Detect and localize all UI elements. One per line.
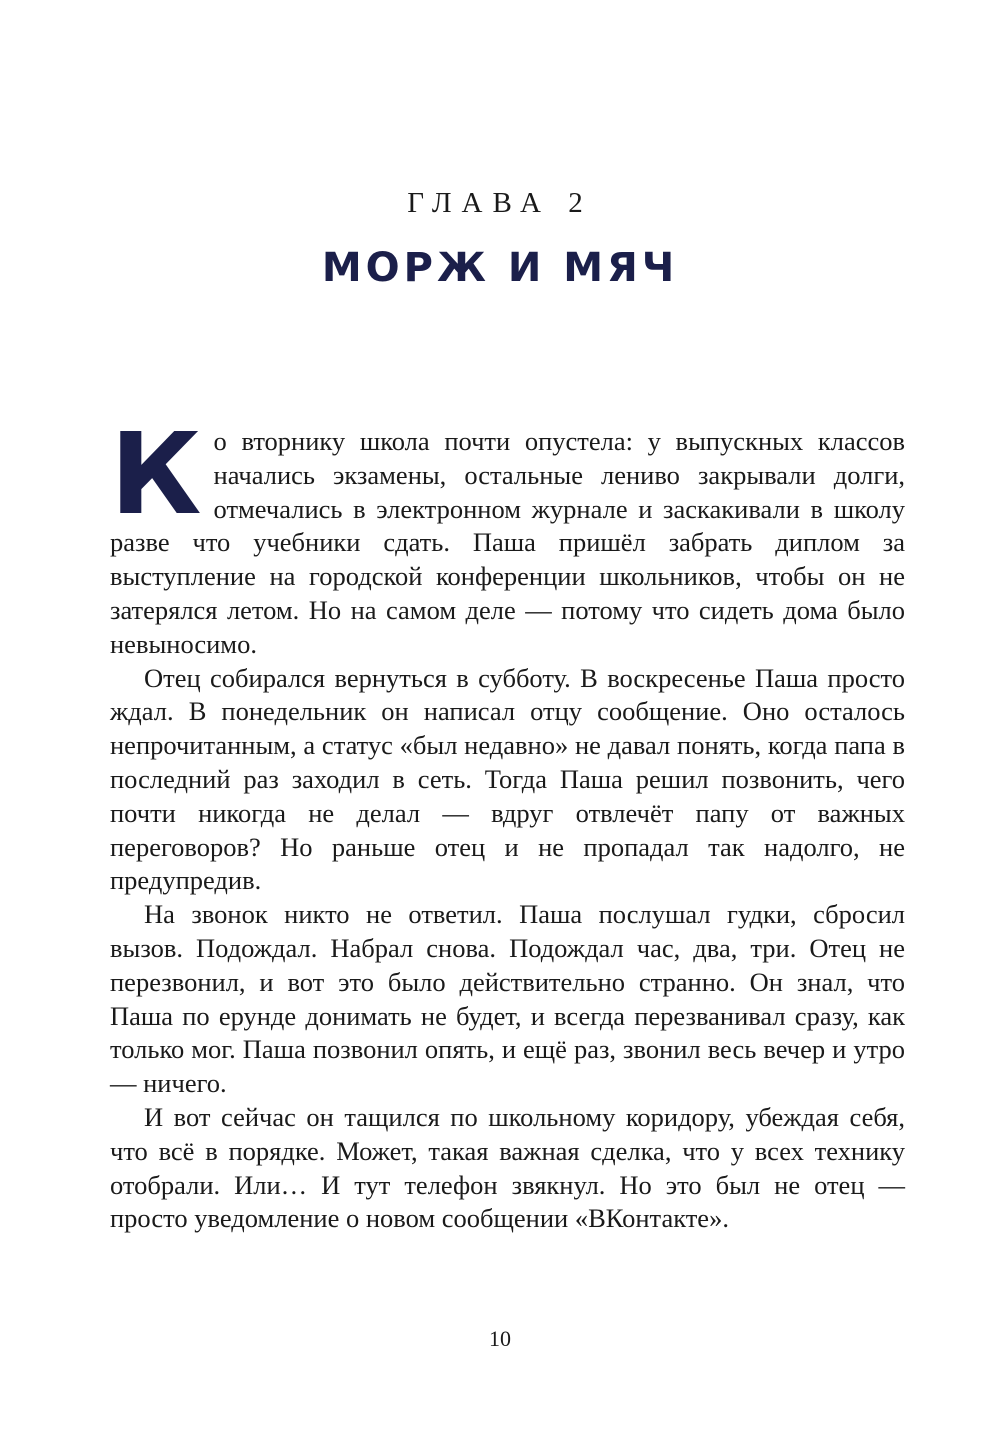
drop-cap: К — [110, 410, 202, 540]
chapter-title: МОРЖ И МЯЧ — [321, 245, 679, 291]
paragraph-3: На звонок никто не ответил. Паша послушал гудки, сбросил вызов. Подождал. Набрал снова. Подождал час, два, три. Отец не перезвонил, и вот это было действительно странно. Он знал, что Паша по ерунде донимать не будет, и всегда перезванивал сразу, как только мог. Паша позвонил опять, и ещё раз, звонил весь вечер и утро — ничего. — [110, 899, 905, 1099]
paragraph-1 — [110, 410, 905, 662]
body-text — [110, 410, 905, 1236]
paragraph-2: Отец собирался вернуться в субботу. В воскресенье Паша просто ждал. В понедельник он написал отцу сообщение. Оно осталось непрочитанным, а статус «был недавно» не давал понять, когда папа в последний раз заходил в сеть. Тогда Паша решил позвонить, чего почти никогда не делал — вдруг отвлечёт папу от важных переговоров? Но раньше отец и не пропадал так надолго, не предупредив. — [110, 662, 905, 896]
chapter-label: ГЛАВА 2 — [407, 187, 593, 219]
paragraph-1-text: о вторнику школа почти опустела: у выпускных классов начались экзамены, остальные лениво закрывали долги, отмечались в электронном журнале и заскакивали в школу разве что учебники сдать. Паша пришёл забрать диплом за выступление на городской конференции школьников, чтобы он не затерялся летом. Но на самом деле — потому что сидеть дома было невыносимо. — [110, 426, 905, 659]
page-number: 10 — [489, 1326, 511, 1351]
paragraph-4: И вот сейчас он тащился по школьному коридору, убеждая себя, что всё в порядке. Может, такая важная сделка, что у всех технику отобрали. Или… И тут телефон звякнул. Но это был не отец — просто уведомление о новом сообщении «ВКонтакте». — [110, 1101, 905, 1234]
